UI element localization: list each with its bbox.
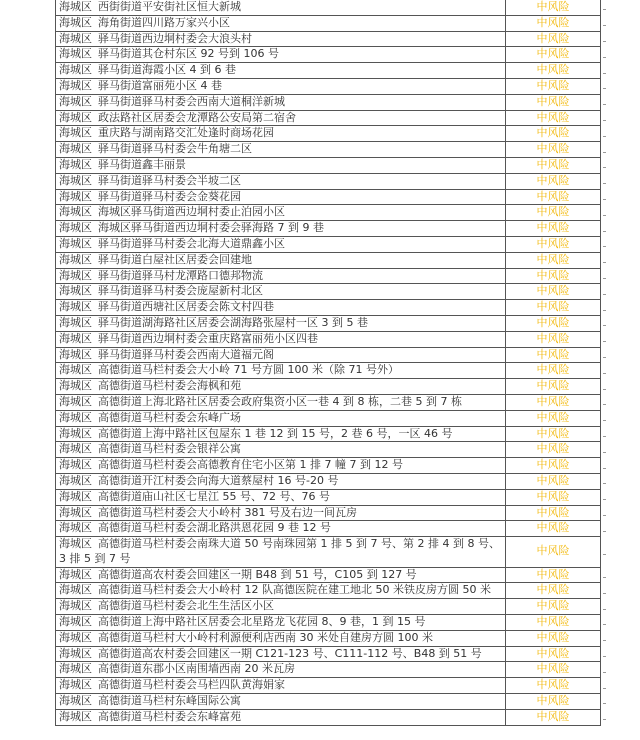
risk-level-cell: 中风险 [506,410,601,426]
table-row [56,157,601,173]
district-label: 海城区 [59,678,92,692]
table-row [56,694,601,710]
risk-level-cell: 中风险 [506,505,601,521]
address-cell [56,709,506,725]
row-end-mark [603,640,606,641]
row-end-mark [603,499,606,500]
address-text: 海城区驿马街道西边垌村委会驿海路 7 到 9 巷 [98,221,324,235]
address-text: 驿马街道驿马村委会庞屋新村北区 [98,284,263,298]
district-label: 海城区 [59,126,92,140]
address-text: 驿马街道驿马村委会半坡二区 [98,173,241,187]
row-end-mark [603,577,606,578]
district-label: 海城区 [59,0,92,13]
risk-level-cell: 中风险 [506,473,601,489]
address-text: 海角街道四川路万家兴小区 [98,15,230,29]
table-row [56,31,601,47]
address-cell [56,489,506,505]
address-text: 驿马街道鑫丰丽景 [98,157,186,171]
address-text: 高德街道马栏村委会东峰富苑 [98,709,241,723]
district-label: 海城区 [59,252,92,266]
address-cell [56,110,506,126]
district-label: 海城区 [59,268,92,282]
risk-level-cell: 中风险 [506,284,601,300]
address-text: 高德街道上海中路社区包屋东 1 巷 12 到 15 号，2 巷 6 号，一区 46 号 [98,426,453,440]
address-text: 驿马街道西边垌村委会大浪头村 [98,31,252,45]
address-cell [56,31,506,47]
risk-level-cell: 中风险 [506,78,601,94]
row-end-mark [603,41,606,42]
address-text: 驿马街道驿马村委会金葵花园 [98,189,241,203]
address-cell [56,630,506,646]
district-label: 海城区 [59,189,92,203]
row-end-mark [603,9,606,10]
row-end-mark [603,183,606,184]
address-text: 高德街道马栏村委会东峰广场 [98,410,241,424]
risk-level-cell: 中风险 [506,426,601,442]
district-label: 海城区 [59,615,92,629]
address-text: 高德街道开江村委会向海大道蔡屋村 16 号-20 号 [98,473,339,487]
address-cell [56,0,506,15]
row-end-mark [603,420,606,421]
row-end-mark [603,294,606,295]
address-text: 驿马街道驿马村委会西南大道福元阁 [98,347,274,361]
address-cell [56,521,506,537]
address-cell [56,126,506,142]
address-text: 驿马街道西塘社区居委会陈文村四巷 [98,300,274,314]
address-text: 高德街道马栏村委会高德教育住宅小区第 1 排 7 幢 7 到 12 号 [98,458,403,472]
table-row [56,442,601,458]
address-cell [56,94,506,110]
risk-level-cell: 中风险 [506,458,601,474]
table-row [56,221,601,237]
table-row [56,315,601,331]
row-end-mark [603,310,606,311]
address-cell [56,157,506,173]
table-row [56,47,601,63]
row-end-mark [603,656,606,657]
risk-level-cell: 中风险 [506,110,601,126]
address-text: 重庆路与湖南路交汇处逢时商场花园 [98,126,274,140]
address-text: 驿马街道驿马村委会牛角塘二区 [98,142,252,156]
row-end-mark [603,452,606,453]
risk-level-cell: 中风险 [506,315,601,331]
risk-level-cell: 中风险 [506,252,601,268]
address-text: 驿马街道驿马村龙潭路口德邦物流 [98,268,263,282]
risk-level-cell: 中风险 [506,583,601,599]
table-row [56,505,601,521]
row-end-mark [603,278,606,279]
address-cell [56,505,506,521]
address-text: 高德街道马栏村委会北生生活区小区 [98,599,274,613]
table-row [56,126,601,142]
address-text: 高德街道马栏村委会银祥公寓 [98,442,241,456]
address-text: 驿马街道西边垌村委会重庆路富丽苑小区四巷 [98,331,318,345]
table-row [56,0,601,15]
address-text: 驿马街道驿马村委会西南大道桐洋新城 [98,94,285,108]
district-label: 海城区 [59,458,92,472]
row-end-mark [603,468,606,469]
row-end-mark [603,703,606,704]
district-label: 海城区 [59,78,92,92]
risk-area-table [55,0,601,726]
table-row [56,110,601,126]
risk-level-cell: 中风险 [506,47,601,63]
table-row [56,583,601,599]
risk-level-cell: 中风险 [506,189,601,205]
table-row [56,379,601,395]
risk-level-cell: 中风险 [506,709,601,725]
risk-level-cell: 中风险 [506,331,601,347]
table-row [56,236,601,252]
address-cell [56,442,506,458]
address-text: 高德街道上海北路社区居委会政府集资小区一巷 4 到 8 栋，二巷 5 到 7 栋 [98,394,462,408]
district-label: 海城区 [59,505,92,519]
risk-level-cell: 中风险 [506,63,601,79]
risk-level-cell: 中风险 [506,694,601,710]
district-label: 海城区 [59,567,92,581]
table-row [56,189,601,205]
address-text: 高德街道高农村委会回建区一期 C121-123 号、C111-112 号、B48 到 51 号 [98,646,482,660]
row-end-mark [603,389,606,390]
district-label: 海城区 [59,47,92,61]
table-row [56,458,601,474]
district-label: 海城区 [59,709,92,723]
address-text: 高德街道高农村委会回建区一期 B48 到 51 号，C105 到 127 号 [98,567,417,581]
row-end-mark [603,373,606,374]
risk-level-cell: 中风险 [506,347,601,363]
district-label: 海城区 [59,473,92,487]
risk-level-cell: 中风险 [506,173,601,189]
district-label: 海城区 [59,15,92,29]
address-cell [56,205,506,221]
risk-level-cell: 中风险 [506,126,601,142]
address-text: 高德街道庙山社区七星江 55 号、72 号、76 号 [98,489,330,503]
address-cell [56,537,506,568]
district-label: 海城区 [59,646,92,660]
district-label: 海城区 [59,315,92,329]
risk-level-cell: 中风险 [506,94,601,110]
address-cell [56,173,506,189]
address-cell [56,63,506,79]
risk-level-cell: 中风险 [506,567,601,583]
table-row [56,662,601,678]
row-end-mark [603,325,606,326]
district-label: 海城区 [59,394,92,408]
district-label: 海城区 [59,284,92,298]
risk-level-cell: 中风险 [506,678,601,694]
district-label: 海城区 [59,347,92,361]
row-end-mark [603,57,606,58]
table-row [56,537,601,568]
risk-level-cell: 中风险 [506,15,601,31]
row-end-mark [603,88,606,89]
address-text: 驿马街道富丽苑小区 4 巷 [98,78,222,92]
address-cell [56,379,506,395]
risk-level-cell: 中风险 [506,521,601,537]
district-label: 海城区 [59,63,92,77]
district-label: 海城区 [59,157,92,171]
risk-level-cell: 中风险 [506,221,601,237]
district-label: 海城区 [59,583,92,597]
row-end-mark [603,231,606,232]
row-end-mark [603,246,606,247]
table-row [56,630,601,646]
district-label: 海城区 [59,236,92,250]
row-end-mark [603,152,606,153]
table-row [56,331,601,347]
row-end-mark [603,167,606,168]
table-row [56,473,601,489]
table-row [56,94,601,110]
address-cell [56,394,506,410]
table-row [56,268,601,284]
district-label: 海城区 [59,521,92,535]
address-cell [56,78,506,94]
address-text: 海城区驿马街道西边垌村委止泊园小区 [98,205,285,219]
risk-level-cell: 中风险 [506,489,601,505]
table-row [56,709,601,725]
row-end-mark [603,136,606,137]
address-cell [56,15,506,31]
address-cell [56,410,506,426]
district-label: 海城区 [59,331,92,345]
table-row [56,252,601,268]
address-text: 高德街道马栏村东峰国际公寓 [98,694,241,708]
address-cell [56,678,506,694]
address-text: 驿马街道其仓村东区 92 号到 106 号 [98,47,279,61]
address-text: 高德街道马栏村委会马栏四队黄海娟家 [98,678,285,692]
district-label: 海城区 [59,94,92,108]
address-cell [56,236,506,252]
table-row [56,394,601,410]
risk-level-cell: 中风险 [506,630,601,646]
table-row [56,284,601,300]
address-cell [56,47,506,63]
row-end-mark [603,199,606,200]
table-row [56,410,601,426]
address-cell [56,284,506,300]
risk-level-cell: 中风险 [506,0,601,15]
address-cell [56,599,506,615]
table-row [56,142,601,158]
row-end-mark [603,341,606,342]
table-row [56,363,601,379]
district-label: 海城区 [59,599,92,613]
address-text: 驿马街道白屋社区居委会回建地 [98,252,252,266]
address-text: 高德街道马栏村委会大小岭村 12 队高德医院在建工地北 50 米铁皮房方圆 50 米 [98,583,491,597]
risk-level-cell: 中风险 [506,442,601,458]
address-text: 驿马街道驿马村委会北海大道鼎鑫小区 [98,236,285,250]
row-end-mark [603,515,606,516]
district-label: 海城区 [59,630,92,644]
address-cell [56,142,506,158]
row-end-mark [603,436,606,437]
district-label: 海城区 [59,142,92,156]
address-cell [56,252,506,268]
address-cell [56,458,506,474]
address-text: 高德街道上海中路社区居委会北星路龙飞花园 8、9 巷，1 到 15 号 [98,615,426,629]
address-text: 政法路社区居委会龙潭路公安局第二宿舍 [98,110,296,124]
address-cell [56,347,506,363]
table-row [56,599,601,615]
table-row [56,567,601,583]
address-cell [56,189,506,205]
address-cell [56,473,506,489]
address-cell [56,315,506,331]
table-row [56,173,601,189]
district-label: 海城区 [59,537,92,551]
risk-level-cell: 中风险 [506,615,601,631]
table-row [56,615,601,631]
row-end-mark [603,609,606,610]
risk-level-cell: 中风险 [506,646,601,662]
district-label: 海城区 [59,662,92,676]
row-end-mark [603,719,606,720]
row-end-mark [603,25,606,26]
address-text: 高德街道马栏村委会湖北路洪恩花园 9 巷 12 号 [98,521,331,535]
risk-level-cell: 中风险 [506,379,601,395]
risk-level-cell: 中风险 [506,300,601,316]
table-row [56,489,601,505]
row-end-mark [603,404,606,405]
row-end-mark [603,73,606,74]
row-end-mark [603,357,606,358]
address-cell [56,646,506,662]
address-cell [56,363,506,379]
address-text: 驿马街道湖海路社区居委会湖海路张屋村一区 3 到 5 巷 [98,315,368,329]
table-row [56,205,601,221]
table-row [56,678,601,694]
address-text: 高德街道马栏村委会海枫和苑 [98,379,241,393]
risk-level-cell: 中风险 [506,363,601,379]
risk-level-cell: 中风险 [506,142,601,158]
district-label: 海城区 [59,300,92,314]
row-end-mark [603,672,606,673]
row-end-mark [603,593,606,594]
risk-level-cell: 中风险 [506,599,601,615]
table-row [56,521,601,537]
risk-level-cell: 中风险 [506,268,601,284]
row-end-mark [603,688,606,689]
district-label: 海城区 [59,363,92,377]
address-text: 驿马街道海霞小区 4 到 6 巷 [98,63,236,77]
row-end-mark [603,262,606,263]
address-text: 高德街道马栏村大小岭村利源便利店西南 30 米处自建房方圆 100 米 [98,630,433,644]
address-cell [56,694,506,710]
address-cell [56,300,506,316]
address-cell [56,426,506,442]
row-end-mark [603,120,606,121]
row-end-mark [603,483,606,484]
district-label: 海城区 [59,489,92,503]
district-label: 海城区 [59,694,92,708]
risk-level-cell: 中风险 [506,157,601,173]
address-cell [56,615,506,631]
risk-level-cell: 中风险 [506,394,601,410]
address-cell [56,221,506,237]
row-end-mark [603,554,606,555]
address-cell [56,662,506,678]
table-row [56,63,601,79]
district-label: 海城区 [59,173,92,187]
address-text: 高德街道马栏村委会南珠大道 50 号南珠园第 1 排 5 到 7 号、第 2 排 4 到 8 号、3 排 5 到 7 号 [59,537,500,565]
address-text: 高德街道马栏村委会大小岭村 381 号及右边一间瓦房 [98,505,357,519]
row-end-mark [603,531,606,532]
table-row [56,15,601,31]
district-label: 海城区 [59,379,92,393]
address-text: 高德街道东郡小区南围墙西南 20 米瓦房 [98,662,295,676]
address-cell [56,331,506,347]
risk-level-cell: 中风险 [506,662,601,678]
district-label: 海城区 [59,31,92,45]
district-label: 海城区 [59,205,92,219]
district-label: 海城区 [59,110,92,124]
row-end-mark [603,104,606,105]
risk-level-cell: 中风险 [506,31,601,47]
district-label: 海城区 [59,221,92,235]
table-row [56,347,601,363]
address-cell [56,268,506,284]
table-row [56,78,601,94]
risk-level-cell: 中风险 [506,537,601,568]
row-end-mark [603,624,606,625]
address-cell [56,583,506,599]
district-label: 海城区 [59,426,92,440]
district-label: 海城区 [59,410,92,424]
district-label: 海城区 [59,442,92,456]
row-end-mark [603,215,606,216]
address-text: 高德街道马栏村委会大小岭 71 号方圆 100 米（除 71 号外） [98,363,399,377]
risk-level-cell: 中风险 [506,205,601,221]
table-row [56,426,601,442]
table-row [56,300,601,316]
table-row [56,646,601,662]
address-text: 西街街道平安街社区恒大新城 [98,0,241,13]
address-cell [56,567,506,583]
risk-level-cell: 中风险 [506,236,601,252]
